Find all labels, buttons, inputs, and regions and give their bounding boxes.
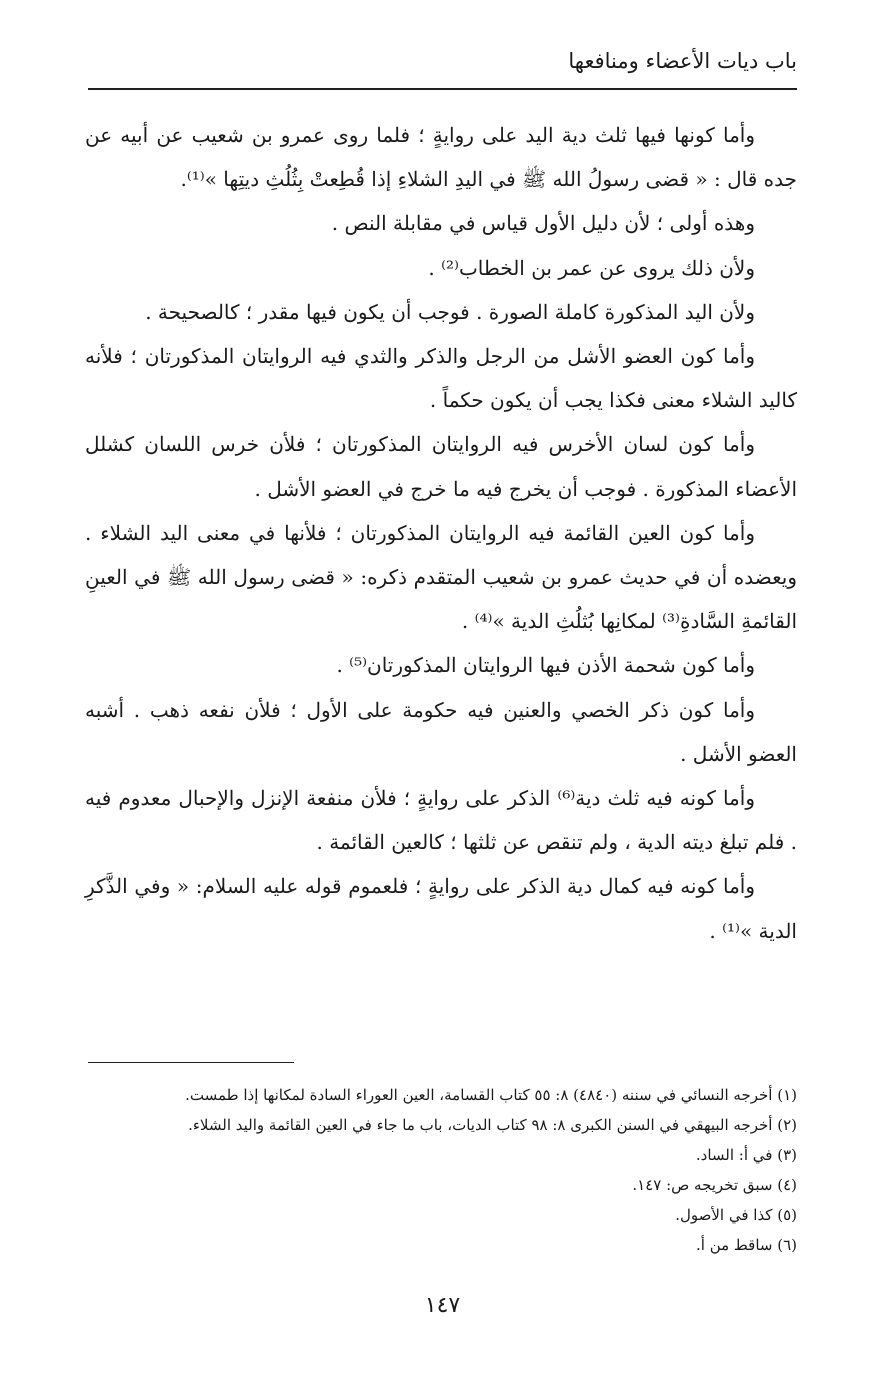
paragraph: وهذه أولى ؛ لأن دليل الأول قياس في مقابلة النص . bbox=[331, 211, 755, 236]
footnote: (٣) في أ: الساد. bbox=[695, 1146, 797, 1164]
footnote: (٤) سبق تخريجه ص: ١٤٧. bbox=[632, 1176, 797, 1194]
header-rule bbox=[88, 88, 797, 90]
body-text bbox=[85, 113, 797, 953]
paragraph: ولأن ذلك يروى عن عمر بن الخطاب⁽²⁾ . bbox=[428, 255, 755, 280]
footnote: (٢) أخرجه البيهقي في السنن الكبرى ٨: ٩٨ كتاب الديات، باب ما جاء في العين القائمة واليد الشلاء. bbox=[188, 1116, 797, 1134]
paragraph: وأما كون شحمة الأذن فيها الروايتان المذكورتان⁽⁵⁾ . bbox=[336, 653, 755, 678]
footnote: (٦) ساقط من أ. bbox=[695, 1236, 797, 1254]
footnotes bbox=[85, 1080, 797, 1260]
page-number: ١٤٧ bbox=[424, 1293, 461, 1318]
paragraph: وأما كونها فيها ثلث دية اليد على روايةٍ ؛ فلما روى عمرو بن شعيب عن أبيه عن جده قال : « قضى رسولُ الله ﷺ في اليدِ الشلاءِ إذا قُطِعتْ بِثُلُثِ ديتِها »⁽¹⁾. bbox=[85, 123, 797, 192]
paragraph: وأما كون العين القائمة فيه الروايتان المذكورتان ؛ فلأنها في معنى اليد الشلاء . ويعضده أن في حديث عمرو بن شعيب المتقدم ذكره: « قضى رسول الله ﷺ في العينِ القائمةِ السَّادةِ⁽³⁾ لمكانِها بُثلُثِ الدية »⁽⁴⁾ . bbox=[85, 520, 797, 634]
footnote-rule bbox=[88, 1062, 294, 1063]
footnote: (١) أخرجه النسائي في سننه (٤٨٤٠) ٨: ٥٥ كتاب القسامة، العين العوراء السادة لمكانها إذا طمست. bbox=[185, 1086, 797, 1104]
paragraph: ولأن اليد المذكورة كاملة الصورة . فوجب أن يكون فيها مقدر ؛ كالصحيحة . bbox=[145, 299, 755, 324]
paragraph: وأما كونه فيه ثلث دية⁽⁶⁾ الذكر على روايةٍ ؛ فلأن منفعة الإنزل والإحبال معدوم فيه . فلم تبلغ ديته الدية ، ولم تنقص عن ثلثها ؛ كالعين القائمة . bbox=[85, 786, 797, 855]
running-head: باب ديات الأعضاء ومنافعها bbox=[568, 49, 797, 73]
paragraph: وأما كون ذكر الخصي والعنين فيه حكومة على الأول ؛ فلأن نفعه ذهب . أشبه العضو الأشل . bbox=[85, 697, 797, 766]
footnote: (٥) كذا في الأصول. bbox=[675, 1206, 797, 1224]
paragraph: وأما كونه فيه كمال دية الذكر على روايةٍ ؛ فلعموم قوله عليه السلام: « وفي الذَّكرِ الدية »⁽¹⁾ . bbox=[85, 874, 797, 943]
paragraph: وأما كون لسان الأخرس فيه الروايتان المذكورتان ؛ فلأن خرس اللسان كشلل الأعضاء المذكورة . فوجب أن يخرج فيه ما خرج في العضو الأشل . bbox=[85, 432, 797, 501]
paragraph: وأما كون العضو الأشل من الرجل والذكر والثدي فيه الروايتان المذكورتان ؛ فلأنه كاليد الشلاء معنى فكذا يجب أن يكون حكماً . bbox=[85, 344, 797, 413]
